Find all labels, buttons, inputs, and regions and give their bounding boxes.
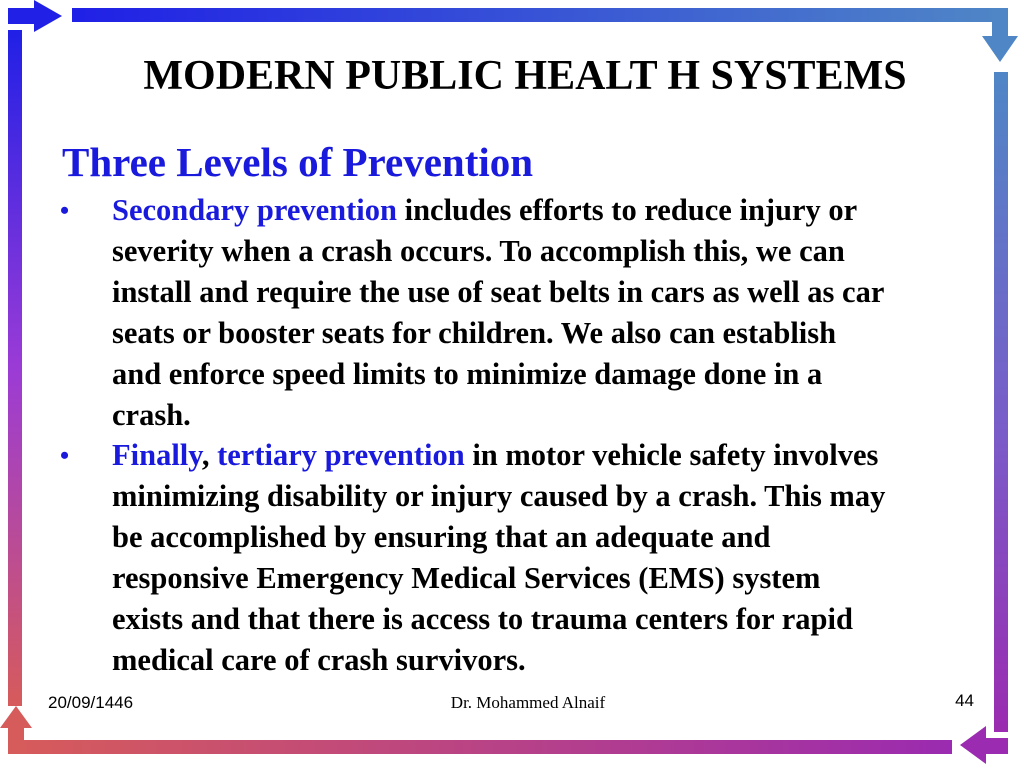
bullet-text-line bbox=[112, 558, 992, 599]
bullet-item bbox=[60, 190, 992, 436]
highlighted-term: Finally bbox=[112, 438, 202, 472]
body-text: install and require the use of seat belts in cars as well as car bbox=[112, 275, 885, 309]
frame-top-left-stem bbox=[8, 8, 34, 24]
section-heading: Three Levels of Prevention bbox=[62, 139, 534, 185]
bullet-text-line bbox=[112, 435, 992, 476]
bullet-text-line bbox=[112, 313, 992, 354]
bullet-text-line bbox=[112, 272, 992, 313]
bullet-text-line bbox=[112, 517, 992, 558]
highlighted-term: Secondary prevention bbox=[112, 193, 397, 227]
body-text: severity when a crash occurs. To accomplish this, we can bbox=[112, 234, 845, 268]
body-text: crash. bbox=[112, 398, 191, 432]
body-text: medical care of crash survivors. bbox=[112, 643, 526, 677]
body-text: includes efforts to reduce injury or bbox=[396, 193, 858, 227]
frame-top-right-stem bbox=[992, 8, 1008, 38]
frame-left-bar bbox=[8, 30, 22, 706]
bullet-text-line bbox=[112, 190, 992, 231]
slide-title: MODERN PUBLIC HEALT H SYSTEMS bbox=[143, 53, 907, 99]
body-text: be accomplished by ensuring that an adequate and bbox=[112, 520, 771, 554]
bullet-text-line bbox=[112, 231, 992, 272]
body-text: and enforce speed limits to minimize damage done in a bbox=[112, 357, 823, 391]
frame-bottom-bar bbox=[20, 740, 952, 754]
frame-top-bar bbox=[72, 8, 1002, 22]
footer-author: Dr. Mohammed Alnaif bbox=[450, 693, 606, 712]
bullet-text-line bbox=[112, 476, 992, 517]
bullet-marker: • bbox=[60, 196, 70, 225]
bullet-text-line bbox=[112, 640, 992, 681]
body-text: responsive Emergency Medical Services (EMS) system bbox=[112, 561, 821, 595]
bullet-text-line bbox=[112, 354, 992, 395]
frame-right-bar bbox=[994, 72, 1008, 732]
frame-top-left-arrowhead bbox=[34, 0, 62, 32]
body-text: in motor vehicle safety involves bbox=[464, 438, 879, 472]
bullet-text-line bbox=[112, 599, 992, 640]
body-text: minimizing disability or injury caused by a crash. This may bbox=[112, 479, 886, 513]
bullet-marker: • bbox=[60, 441, 70, 470]
highlighted-term: tertiary prevention bbox=[217, 438, 465, 472]
bullet-item bbox=[60, 435, 992, 681]
frame-top-right-arrowhead bbox=[982, 36, 1018, 62]
body-text: seats or booster seats for children. We also can establish bbox=[112, 316, 837, 350]
body-text: , bbox=[201, 438, 218, 472]
frame-bottom-right-stem bbox=[984, 738, 1008, 754]
page-number: 44 bbox=[955, 691, 974, 710]
frame-bottom-right-arrowhead bbox=[960, 726, 986, 764]
bullet-text-line bbox=[112, 395, 992, 436]
body-text: exists and that there is access to trauma centers for rapid bbox=[112, 602, 853, 636]
footer-date: 20/09/1446 bbox=[48, 693, 134, 712]
